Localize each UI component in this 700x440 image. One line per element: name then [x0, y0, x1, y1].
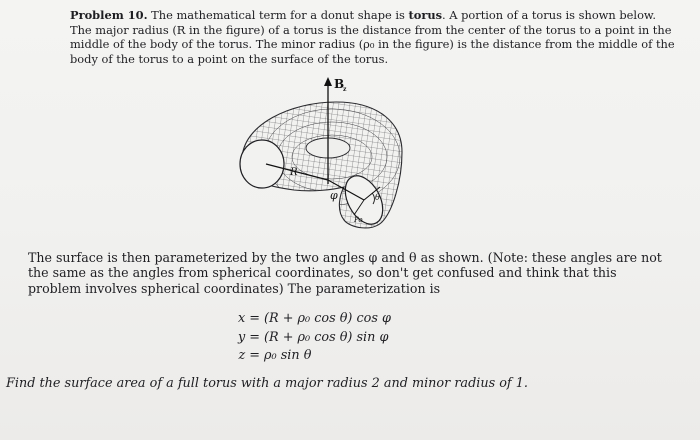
equation-x: [200, 310, 500, 329]
left-cross-section: [240, 140, 284, 188]
equation-x-lhs: x =: [237, 311, 260, 326]
equation-z-lhs: z =: [238, 348, 260, 363]
equation-y-lhs: y =: [237, 329, 260, 345]
equation-y: [200, 329, 500, 348]
problem-term: torus: [408, 8, 443, 22]
parameterization-intro: The surface is then parameterized by the two angles φ and θ as shown. (Note: these angles are not the same as the angles from spherical coordinates, so don't get confused and think that this problem involves spherical coordinates) The parameterization is: [28, 250, 662, 296]
equation-z-rhs: ρ₀ sin θ: [264, 348, 312, 363]
torus-figure: [232, 72, 412, 237]
problem-label: Problem 10.: [70, 8, 148, 22]
problem-text-after: . A portion of a torus is shown below. The major radius (R in the figure) of a torus is the distance from the center of the torus to a point in the middle of the body of the torus. The minor radius (ρ₀ in the figure) is the distance from the middle of the body of the torus to a point on the surface of the torus.: [70, 8, 675, 66]
axis-label-sub: z: [343, 86, 347, 93]
equation-y-rhs: (R + ρ₀ cos θ) sin φ: [264, 329, 389, 345]
equation-x-rhs: (R + ρ₀ cos θ) cos φ: [264, 311, 391, 326]
major-radius-label: R: [290, 167, 298, 178]
torus-svg: [232, 72, 412, 237]
equations-block: [200, 310, 500, 366]
problem-statement: [70, 8, 680, 66]
problem-text-before: The mathematical term for a donut shape is: [151, 8, 405, 22]
minor-radius-label: Po: [354, 216, 363, 224]
theta-label: θ: [375, 193, 380, 202]
question-text: Find the surface area of a full torus with a major radius 2 and minor radius of 1.: [6, 376, 528, 391]
equation-z: [200, 347, 500, 366]
axis-label-b: B: [334, 77, 345, 91]
phi-label: φ: [330, 189, 338, 202]
